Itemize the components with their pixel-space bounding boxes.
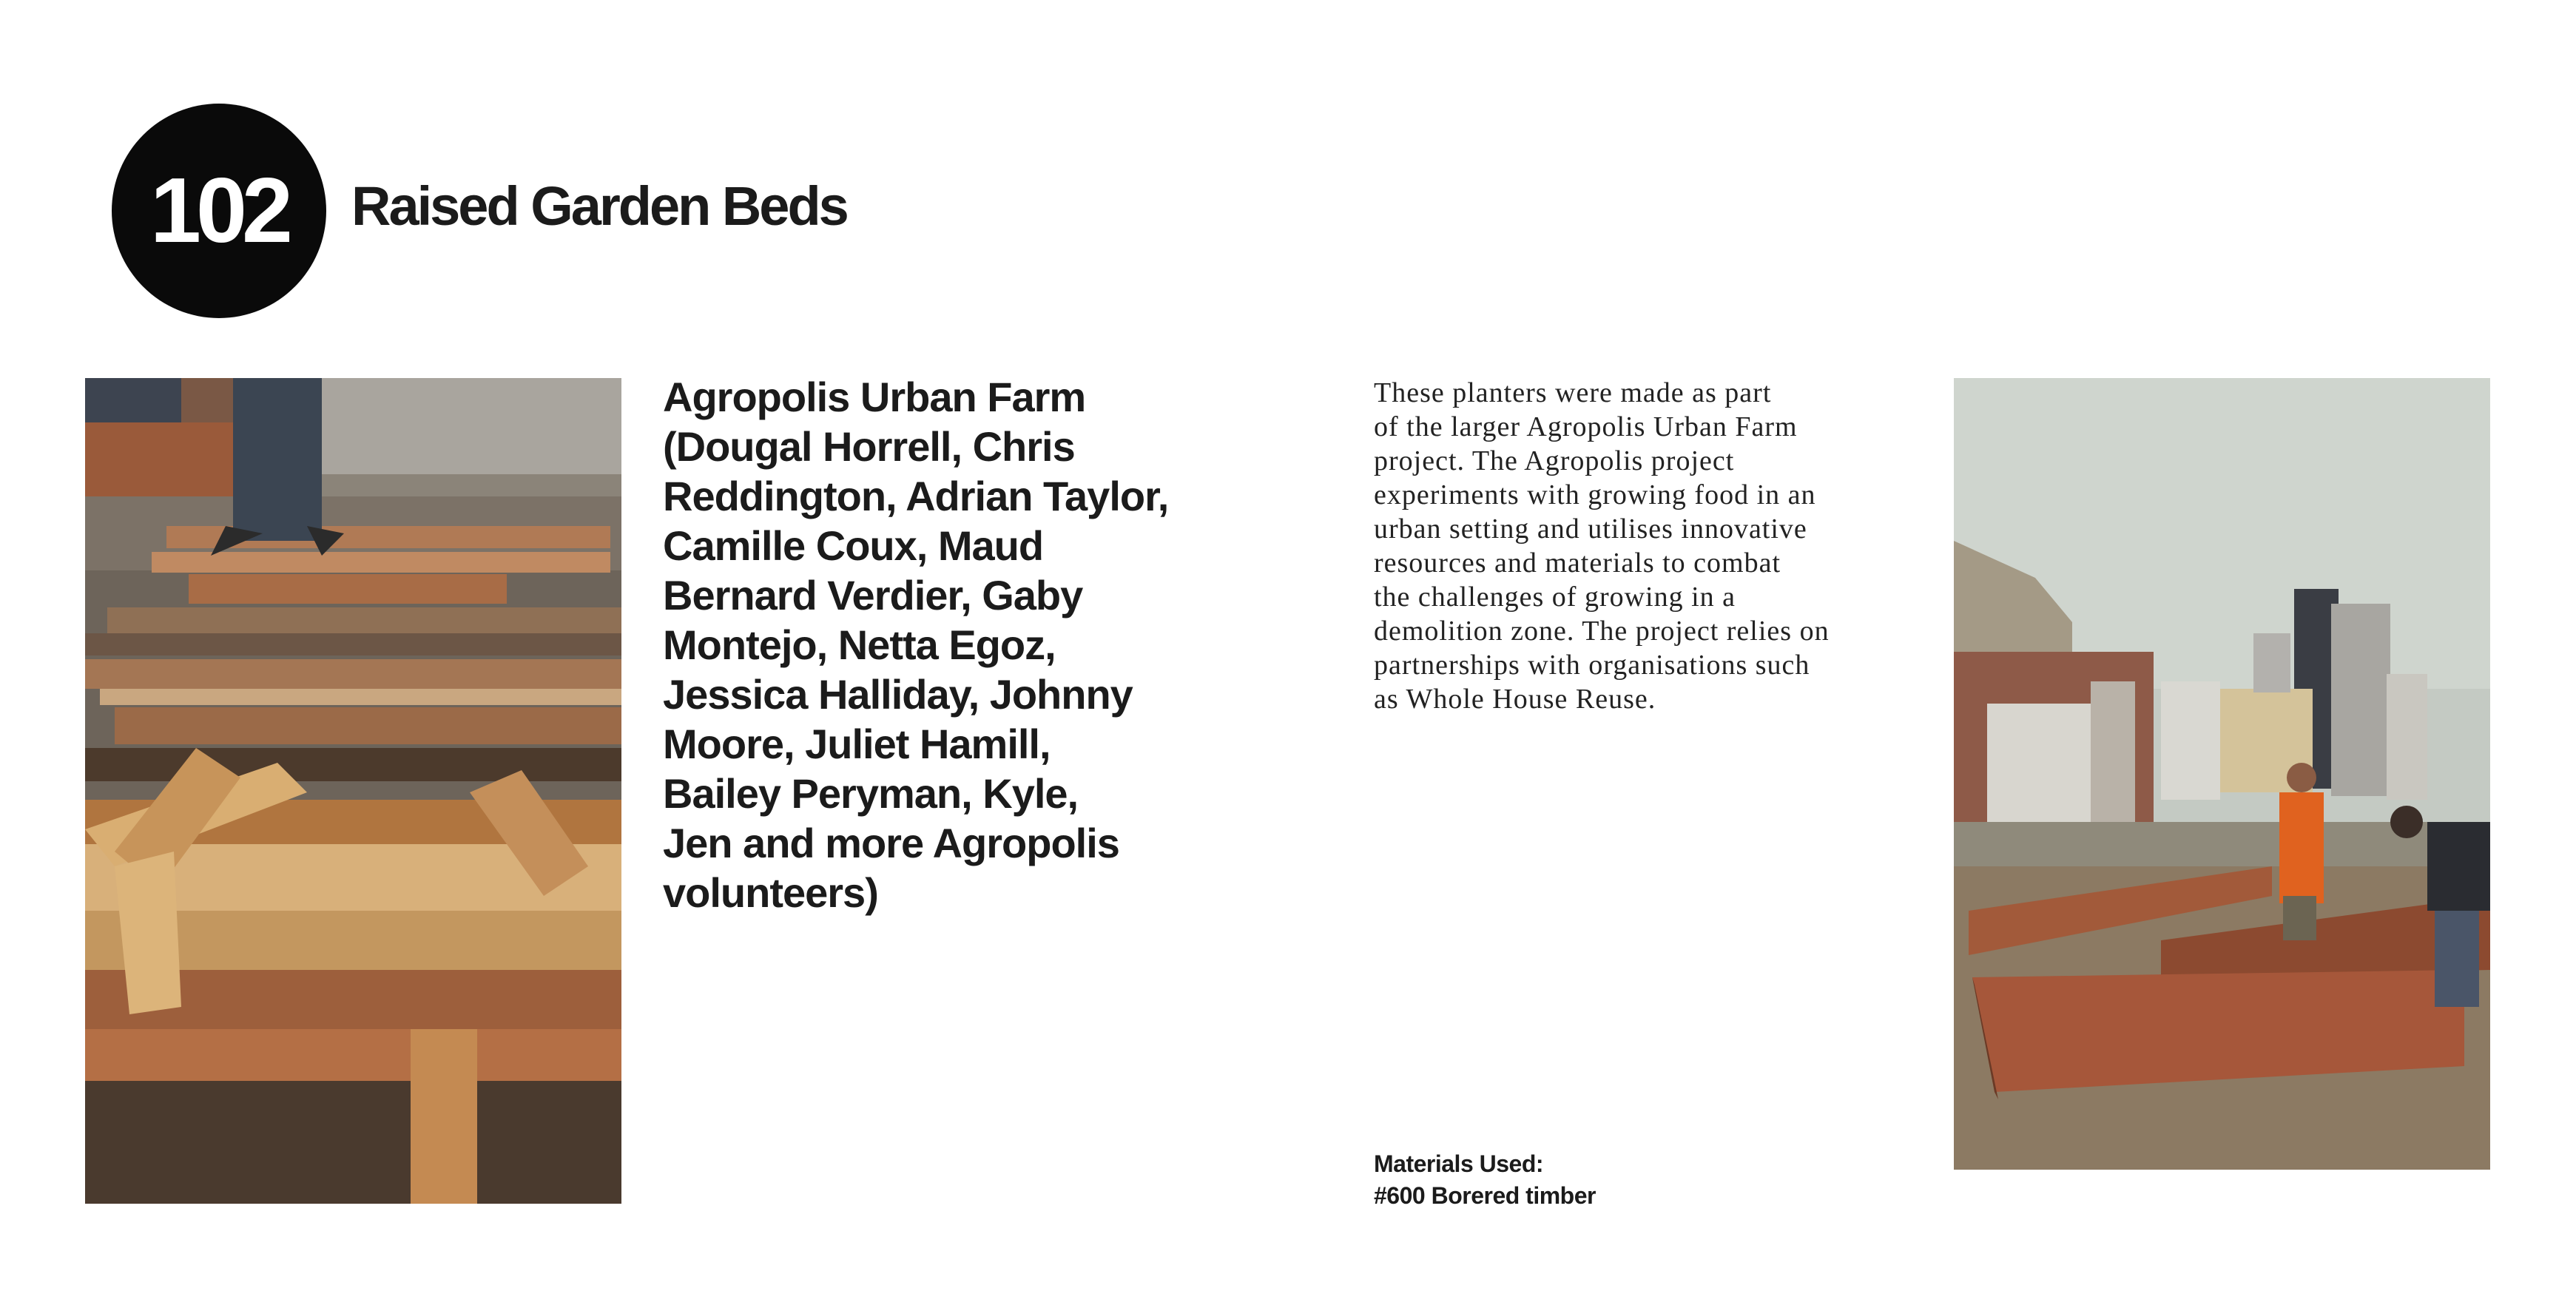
credit-line: Jen and more Agropolis xyxy=(663,820,1119,866)
pallet-stack-photo xyxy=(85,378,621,1204)
project-description xyxy=(1374,376,1921,716)
credit-line: (Dougal Horrell, Chris xyxy=(663,423,1075,470)
materials-item: #600 Borered timber xyxy=(1374,1182,1596,1209)
description-line: urban setting and utilises innovative xyxy=(1374,513,1807,545)
materials-heading: Materials Used: xyxy=(1374,1150,1544,1177)
credit-line: volunteers) xyxy=(663,869,878,916)
description-line: partnerships with organisations such xyxy=(1374,650,1810,681)
credit-line: Reddington, Adrian Taylor, xyxy=(663,473,1169,519)
description-line: project. The Agropolis project xyxy=(1374,445,1735,476)
description-line: experiments with growing food in an xyxy=(1374,479,1816,510)
credit-line: Bailey Peryman, Kyle, xyxy=(663,770,1079,817)
description-line: the challenges of growing in a xyxy=(1374,582,1736,613)
credit-line: Montejo, Netta Egoz, xyxy=(663,621,1056,668)
description-line: These planters were made as part xyxy=(1374,377,1772,408)
credit-line: Moore, Juliet Hamill, xyxy=(663,721,1051,767)
page-title: Raised Garden Beds xyxy=(351,175,847,237)
credit-line: Bernard Verdier, Gaby xyxy=(663,572,1083,618)
description-line: of the larger Agropolis Urban Farm xyxy=(1374,411,1798,442)
credit-line: Agropolis Urban Farm xyxy=(663,374,1086,420)
description-line: resources and materials to combat xyxy=(1374,547,1781,579)
entry-number-badge xyxy=(112,104,326,318)
description-line: demolition zone. The project relies on xyxy=(1374,616,1830,647)
description-line: as Whole House Reuse. xyxy=(1374,684,1656,715)
garden-beds-photo xyxy=(1954,378,2490,1170)
credit-line: Camille Coux, Maud xyxy=(663,522,1044,569)
credit-line: Jessica Halliday, Johnny xyxy=(663,671,1133,718)
materials-used xyxy=(1374,1148,1596,1212)
credits-text xyxy=(663,372,1225,917)
entry-number: 102 xyxy=(150,160,288,262)
